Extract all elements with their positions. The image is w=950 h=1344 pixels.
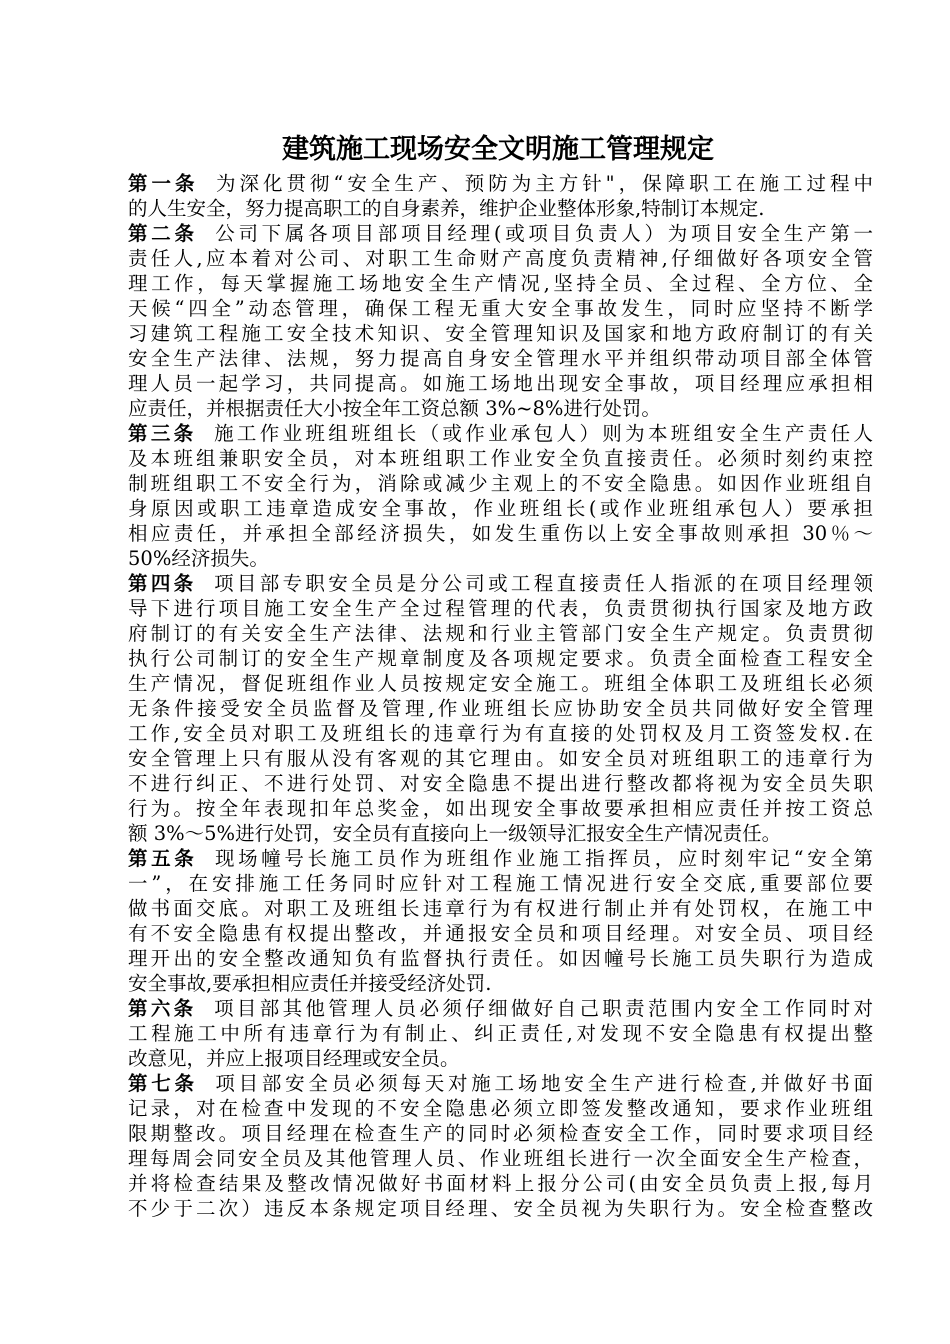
text-line: 不进行纠正、不进行处罚、对安全隐患不提出进行整改都将视为安全员失职 <box>128 772 873 795</box>
article-label: 第六条 <box>128 997 197 1020</box>
text-line: 现场幢号长施工员作为班组作业施工指挥员，应时刻牢记“安全第 <box>214 847 873 870</box>
article-first-line <box>128 221 873 246</box>
text-line: 责任人,应本着对公司、对职工生命财产高度负责精神,仔细做好各项安全管 <box>128 247 873 270</box>
article-1 <box>128 171 873 221</box>
article-label: 第五条 <box>128 847 198 870</box>
text-line: 府制订的有关安全生产法律、法规和行业主管部门安全生产规定。负责贯彻 <box>128 622 873 645</box>
text-line: 工程施工中所有违章行为有制止、纠正责任,对发现不安全隐患有权提出整 <box>128 1022 873 1045</box>
text-line: 一”，在安排施工任务同时应针对工程施工情况进行安全交底,重要部位要 <box>128 872 873 895</box>
text-line: 施工作业班组班组长（或作业承包人）则为本班组安全生产责任人 <box>214 422 873 445</box>
text-line: 项目部安全员必须每天对施工场地安全生产进行检查,并做好书面 <box>215 1072 873 1095</box>
document-title: 建筑施工现场安全文明施工管理规定 <box>282 134 714 165</box>
text-line: 安全管理上只有服从没有客观的其它理由。如安全员对班组职工的违章行为 <box>128 747 873 770</box>
article-first-line <box>128 996 873 1021</box>
article-4 <box>128 571 873 846</box>
article-2 <box>128 221 873 421</box>
text-line: 理工作，每天掌握施工场地安全生产情况,坚持全员、全过程、全方位、全 <box>128 272 873 295</box>
article-first-line <box>128 846 873 871</box>
article-label: 第四条 <box>128 572 197 595</box>
text-line: 额 3%～5%进行处罚，安全员有直接向上一级领导汇报安全生产情况责任。 <box>128 822 782 845</box>
article-7 <box>128 1071 873 1221</box>
text-line: 无条件接受安全员监督及管理,作业班组长应协助安全员共同做好安全管理 <box>128 697 873 720</box>
article-5 <box>128 846 873 996</box>
text-line: 天候“四全”动态管理，确保工程无重大安全事故发生，同时应坚持不断学 <box>128 297 873 320</box>
article-first-line <box>128 171 873 196</box>
text-line: 记录，对在检查中发现的不安全隐患必须立即签发整改通知，要求作业班组 <box>128 1097 873 1120</box>
text-line: 安全生产法律、法规，努力提高自身安全管理水平并组织带动项目部全体管 <box>128 347 873 370</box>
text-line: 有不安全隐患有权提出整改，并通报安全员和项目经理。对安全员、项目经 <box>128 922 873 945</box>
text-line: 理开出的安全整改通知负有监督执行责任。如因幢号长施工员失职行为造成 <box>128 947 873 970</box>
text-line: 项目部专职安全员是分公司或工程直接责任人指派的在项目经理领 <box>214 572 873 595</box>
text-line: 制班组职工不安全行为，消除或减少主观上的不安全隐患。如因作业班组自 <box>128 472 873 495</box>
article-label: 第一条 <box>128 172 199 195</box>
article-first-line <box>128 1071 873 1096</box>
text-line: 做书面交底。对职工及班组长违章行为有权进行制止并有处罚权，在施工中 <box>128 897 873 920</box>
text-line: 执行公司制订的安全生产规章制度及各项规定要求。负责全面检查工程安全 <box>128 647 873 670</box>
article-6 <box>128 996 873 1071</box>
text-line: 项目部其他管理人员必须仔细做好自己职责范围内安全工作同时对 <box>214 997 873 1020</box>
text-line: 生产情况，督促班组作业人员按规定安全施工。班组全体职工及班组长必须 <box>128 672 873 695</box>
article-3 <box>128 421 873 571</box>
text-line: 的人生安全，努力提高职工的自身素养，维护企业整体形象,特制订本规定. <box>128 197 765 220</box>
text-line: 及本班组兼职安全员，对本班组职工作业安全负直接责任。必须时刻约束控 <box>128 447 873 470</box>
article-label: 第三条 <box>128 422 197 445</box>
text-line: 安全事故,要承担相应责任并接受经济处罚. <box>128 972 492 995</box>
article-label: 第七条 <box>128 1072 198 1095</box>
text-line: 不少于二次）违反本条规定项目经理、安全员视为失职行为。安全检查整改 <box>128 1197 873 1220</box>
text-line: 50%经济损失。 <box>128 547 269 570</box>
text-line: 身原因或职工违章造成安全事故，作业班组长(或作业班组承包人）要承担 <box>128 497 873 520</box>
text-line: 改意见，并应上报项目经理或安全员。 <box>128 1047 460 1070</box>
text-line: 相应责任，并承担全部经济损失，如发生重伤以上安全事故则承担 30％～ <box>128 522 873 545</box>
article-label: 第二条 <box>128 222 198 245</box>
text-line: 公司下属各项目部项目经理(或项目负责人）为项目安全生产第一 <box>215 222 873 245</box>
article-first-line <box>128 421 873 446</box>
text-line: 理每周会同安全员及其他管理人员、作业班组长进行一次全面安全生产检查， <box>128 1147 873 1170</box>
text-line: 理人员一起学习，共同提高。如施工场地出现安全事故，项目经理应承担相 <box>128 372 873 395</box>
document-body <box>128 171 873 1221</box>
text-line: 习建筑工程施工安全技术知识、安全管理知识及国家和地方政府制订的有关 <box>128 322 873 345</box>
text-line: 应责任，并根据责任大小按全年工资总额 3%~8%进行处罚。 <box>128 397 661 420</box>
text-line: 并将检查结果及整改情况做好书面材料上报分公司(由安全员负责上报,每月 <box>128 1172 873 1195</box>
text-line: 行为。按全年表现扣年总奖金，如出现安全事故要承担相应责任并按工资总 <box>128 797 873 820</box>
text-line: 导下进行项目施工安全生产全过程管理的代表，负责贯彻执行国家及地方政 <box>128 597 873 620</box>
text-line: 限期整改。项目经理在检查生产的同时必须检查安全工作，同时要求项目经 <box>128 1122 873 1145</box>
article-first-line <box>128 571 873 596</box>
text-line: 为深化贯彻“安全生产、预防为主方针"，保障职工在施工过程中 <box>216 172 873 195</box>
text-line: 工作,安全员对职工及班组长的违章行为有直接的处罚权及月工资签发权.在 <box>128 722 873 745</box>
